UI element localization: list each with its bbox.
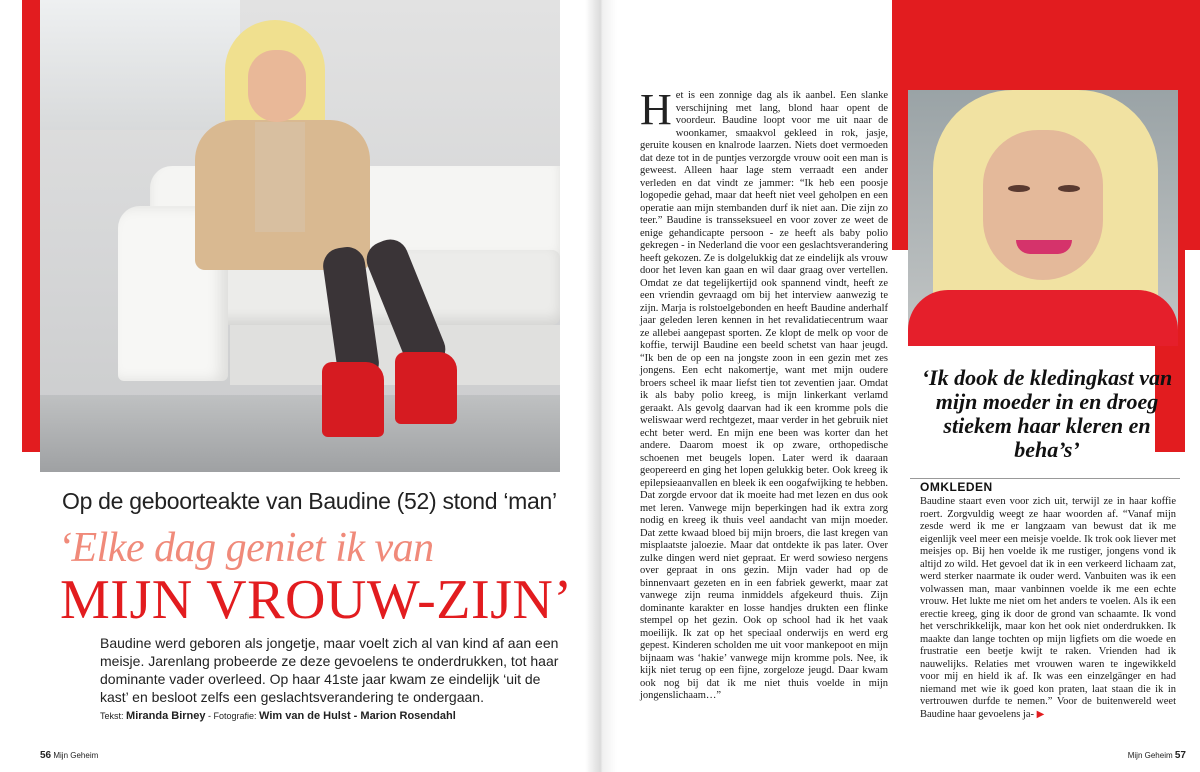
red-accent-bar <box>22 0 40 452</box>
photographer-names: Wim van de Hulst - Marion Rosendahl <box>259 710 456 722</box>
article-column-2 <box>920 496 1176 721</box>
magazine-name: Mijn Geheim <box>53 751 99 760</box>
headline-line-1: ‘Elke dag geniet ik van <box>58 525 434 571</box>
continue-arrow-icon: ▶ <box>1036 708 1045 720</box>
page-number: 57 <box>1174 750 1186 761</box>
divider <box>910 478 1180 479</box>
folio-left <box>40 750 98 761</box>
main-photo <box>40 0 560 472</box>
headline-line-2: MIJN VROUW-ZIJN’ <box>60 569 573 631</box>
folio-right <box>1128 750 1186 761</box>
pull-quote: ‘Ik dook de kledingkast van mijn moeder in en droeg stiekem haar kleren en beha’s’ <box>921 365 1173 462</box>
intro-paragraph: Baudine werd geboren als jongetje, maar voelt zich al van kind af aan een meisje. Jarenlang probeerde ze deze gevoelens te onderdrukken, tot haar dominante vader overleed. Op haar 41ste jaar kwam ze eindelijk ‘uit de kast’ en besloot zelfs een geslachtsverandering te ondergaan. <box>100 635 559 705</box>
article-text-1: et is een zonnige dag als ik aanbel. Een slanke verschijning met lang, blond haar opent de voordeur. Baudine loopt voor me uit naar de woonkamer, smaakvol gekleed in rok, jasje, geruite kousen en knalrode laarzen. Niets doet vermoeden dat deze tot in de puntjes verzorgde vrouw ooit een man is geweest. Alleen haar lage stem verraadt een ander verleden en dat vindt ze jammer: “Ik heb een poosje logopedie gehad, maar dat heeft niet veel geholpen en een operatie aan mijn stembanden durf ik niet aan. Die zijn zo teer.” Baudine is transseksueel en voor zover ze weet de enige gehandicapte persoon - ze heeft als baby polio gekregen - in Nederland die voor een geslachtsverandering heeft gekozen. Ze is dolgelukkig dat ze eindelijk als vrouw door het leven kan gaan en wil daar graag over vertellen. Omdat ze dat tegelijkertijd ook spannend vindt, heeft ze een vriendin gevraagd om bij het interview aanwezig te zijn. Marja is rolstoelgebonden en heeft Baudine anderhalf jaar geleden leren kennen in het revalidatiecentrum waar ze allebei aangepast sporten. Ze klopt de melk op voor de koffie, terwijl Baudine een beeld schetst van haar jeugd. “Ik ben de op een na jongste zoon in een gezin met zes jongens. Een echt nakomertje, want met mijn oudere broers scheel ik maar liefst tien tot zeventien jaar. Omdat ik als baby polio kreeg, is mijn linkerkant verlamd geraakt. Als gevolg daarvan had ik een kromme pols die weliswaar werd rechtgezet, maar verder in het gebruik niet echt beter werd. En mijn ene been was korter dan het andere. Daarom moest ik op zware, orthopedische schoenen met beugels lopen. Later werd ik daaraan geopereerd en ging het lopen gelukkig beter. Ook kreeg ik epilepsieaanvallen en bleek ik een oogafwijking te hebben. Dat zorgde ervoor dat ik moeite had met lezen en dus ook met leren. Vanwege mijn beperkingen had ik extra zorg nodig en kreeg ik thuis veel aandacht van mijn moeder. Dat zette kwaad bloed bij mijn broers, die last kregen van misplaatste jaloezie. Maar dat ontdekte ik pas later. Over zulke dingen werd niet gepraat. Er werd sowieso nergens over gepraat in ons gezin. Mijn vader had op de binnenvaart gezeten en in een fabriek gewerkt, maar zat vanwege zijn reuma inmiddels afgekeurd thuis. Zijn dominante karakter en losse handjes drukten een flinke stempel op het gezin. Ook op school had ik het vaak moeilijk. Ik zat op het speciaal onderwijs en werd erg gepest. Kinderen scholden me uit voor mankepoot en mijn bijnaam was ‘hakie’ vanwege mijn kromme pols. Nee, ik kijk niet terug op een fijne, zorgeloze jeugd. Daar kwam ook nog bij dat ik me niet thuis voelde in mijn jongenslichaam…” <box>640 90 888 701</box>
author-name: Miranda Birney <box>126 710 206 722</box>
magazine-name: Mijn Geheim <box>1127 751 1173 760</box>
red-boot <box>322 362 384 437</box>
photo-credit-label: Fotografie: <box>213 711 257 721</box>
subheadline: Op de geboorteakte van Baudine (52) stond ‘man’ <box>62 488 557 514</box>
portrait-photo <box>908 90 1178 346</box>
drop-cap: H <box>640 85 672 134</box>
article-text-2: Baudine staart even voor zich uit, terwijl ze in haar koffie roert. Zorgvuldig weegt ze haar woorden af. “Vanaf mijn zesde werd ik me er langzaam van bewust dat ik me eigenlijk veel meer een meisje voelde. Ik trok ook liever met meisjes op. Bij hen voelde ik me rustiger, jongens vond ik altijd zo wild. Het gevoel dat ik in een verkeerd lichaam zat, werd sterker naarmate ik ouder werd. Vanbuiten was ik een volwassen man, maar vanbinnen voelde ik me een echte vrouw. Het lukte me niet om het anders te voelen. Als ik een erectie kreeg, ging ik door de grond van schaamte. Ik vond het verschrikkelijk, maar kon het ook niet onderdrukken. Ik maakte dan lange tochten op mijn ligfiets om die woede en frustratie een beetje kwijt te raken. Vrienden had ik nauwelijks. Relaties met vrouwen waren te ingewikkeld voor mij en hield ik af. Ik was een einzelgänger en had niemand met wie ik goed kon praten, laat staan die ik in vertrouwen durfde te nemen.” Voor de buitenwereld weet Baudine haar gevoelens ja- <box>920 496 1176 720</box>
woman-figure <box>180 12 440 452</box>
article-column-1 <box>640 85 888 703</box>
red-boot <box>395 352 457 424</box>
section-heading: OMKLEDEN <box>920 480 993 494</box>
page-number: 56 <box>40 750 52 761</box>
text-credit-label: Tekst: <box>100 711 124 721</box>
spine-shadow <box>585 0 617 772</box>
credits: Tekst: Miranda Birney - Fotografie: Wim van de Hulst - Marion Rosendahl <box>100 710 456 722</box>
